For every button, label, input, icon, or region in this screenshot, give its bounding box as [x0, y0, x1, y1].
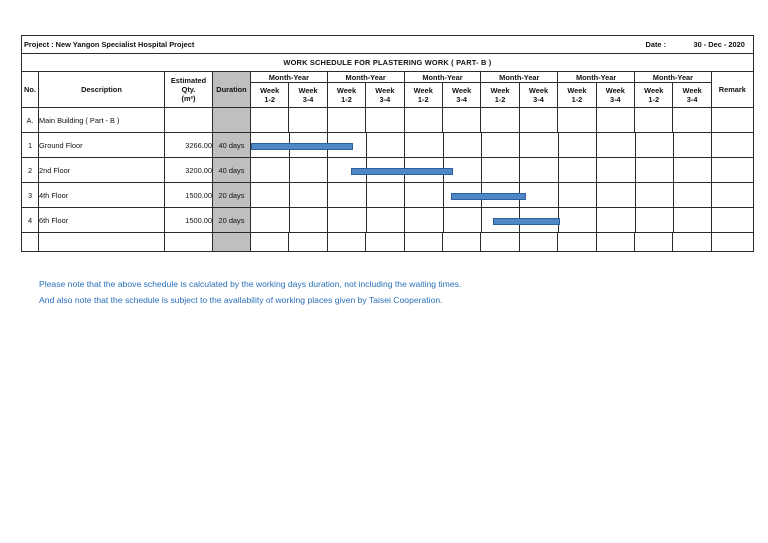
week-gridline — [366, 133, 367, 157]
week-header — [251, 83, 289, 108]
week-cell — [558, 108, 596, 133]
row-qty: 3266.00 — [165, 133, 213, 158]
week-gridline — [635, 183, 636, 207]
week-range: 3-4 — [379, 95, 391, 104]
col-remark: Remark — [711, 72, 753, 108]
week-range: 1-2 — [341, 95, 352, 104]
empty-cell — [39, 233, 165, 252]
week-range: 3-4 — [456, 95, 467, 104]
remark-cell — [711, 208, 753, 233]
week-header — [596, 83, 634, 108]
week-cell — [442, 108, 480, 133]
task-bar — [493, 218, 560, 225]
week-gridline — [673, 133, 674, 157]
week-cell — [327, 108, 365, 133]
week-header — [289, 83, 327, 108]
duration-cell — [213, 233, 251, 252]
table-row — [22, 208, 754, 233]
week-gridline — [519, 158, 520, 182]
section-no: A. — [22, 108, 39, 133]
week-gridline — [481, 133, 482, 157]
week-gridline — [327, 183, 328, 207]
week-gridline — [596, 208, 597, 232]
blank-row — [22, 233, 754, 252]
week-cell — [519, 108, 558, 133]
row-duration: 40 days — [213, 133, 251, 158]
remark-cell — [711, 108, 753, 133]
row-no: 1 — [22, 133, 39, 158]
week-cell — [366, 108, 404, 133]
row-description: 2nd Floor — [39, 158, 165, 183]
week-cell — [481, 233, 519, 252]
qty-cell — [165, 108, 213, 133]
week-gridline — [481, 208, 482, 232]
week-gridline — [558, 133, 559, 157]
week-header — [404, 83, 442, 108]
report-date — [558, 36, 754, 54]
week-range: 3-4 — [686, 95, 698, 104]
col-description: Description — [39, 72, 165, 108]
week-label: Week — [260, 86, 280, 95]
week-label: Week — [375, 86, 395, 95]
week-gridline — [289, 208, 290, 232]
col-no: No. — [22, 72, 39, 108]
table-row — [22, 158, 754, 183]
week-gridline — [481, 158, 482, 182]
date-label: Date : — [645, 40, 667, 49]
week-gridline — [366, 183, 367, 207]
week-cell — [673, 108, 711, 133]
row-qty: 1500.00 — [165, 183, 213, 208]
empty-cell — [165, 233, 213, 252]
week-header — [366, 83, 404, 108]
week-header — [635, 83, 673, 108]
week-gridline — [673, 208, 674, 232]
col-qty-line2: Qty. — [181, 85, 196, 94]
task-bar — [451, 193, 526, 200]
week-gridline — [519, 133, 520, 157]
week-gridline — [289, 183, 290, 207]
date-value: 30 - Dec - 2020 — [693, 40, 745, 49]
week-cell — [289, 108, 327, 133]
week-header — [558, 83, 596, 108]
week-cell — [519, 233, 558, 252]
section-row — [22, 108, 754, 133]
week-label: Week — [644, 86, 664, 95]
week-label: Week — [567, 86, 587, 95]
week-header — [673, 83, 711, 108]
month-header: Month-Year — [635, 72, 712, 83]
week-gridline — [366, 208, 367, 232]
row-no: 4 — [22, 208, 39, 233]
week-cell — [635, 108, 673, 133]
week-gridline — [596, 158, 597, 182]
week-range: 1-2 — [648, 95, 660, 104]
week-label: Week — [298, 86, 318, 95]
row-duration: 40 days — [213, 158, 251, 183]
week-label: Week — [528, 86, 549, 95]
row-qty: 3200.00 — [165, 158, 213, 183]
week-cell — [442, 233, 480, 252]
gantt-area — [251, 208, 712, 233]
schedule-sheet — [21, 35, 753, 252]
row-no: 3 — [22, 183, 39, 208]
week-label: Week — [336, 86, 357, 95]
week-gridline — [289, 158, 290, 182]
row-description: Ground Floor — [39, 133, 165, 158]
week-header — [481, 83, 519, 108]
week-gridline — [404, 133, 405, 157]
col-qty-line3: (m²) — [181, 94, 196, 103]
week-label: Week — [605, 86, 625, 95]
row-description: 4th Floor — [39, 183, 165, 208]
week-cell — [558, 233, 596, 252]
week-cell — [481, 108, 519, 133]
week-cell — [289, 233, 327, 252]
task-bar — [251, 143, 353, 150]
row-qty: 1500.00 — [165, 208, 213, 233]
month-header: Month-Year — [558, 72, 635, 83]
gantt-area — [251, 158, 712, 183]
week-gridline — [635, 208, 636, 232]
remark-cell — [711, 233, 753, 252]
week-label: Week — [490, 86, 510, 95]
row-duration: 20 days — [213, 183, 251, 208]
week-cell — [251, 108, 289, 133]
remark-cell — [711, 158, 753, 183]
week-cell — [596, 108, 634, 133]
month-header: Month-Year — [481, 72, 558, 83]
month-header: Month-Year — [327, 72, 404, 83]
week-gridline — [673, 158, 674, 182]
week-range: 1-2 — [571, 95, 583, 104]
schedule-notes — [39, 278, 461, 310]
week-gridline — [673, 183, 674, 207]
week-cell — [404, 108, 442, 133]
empty-cell — [22, 233, 39, 252]
week-range: 3-4 — [609, 95, 621, 104]
table-row — [22, 133, 754, 158]
row-no: 2 — [22, 158, 39, 183]
week-cell — [673, 233, 711, 252]
week-header — [519, 83, 558, 108]
week-range: 1-2 — [494, 95, 506, 104]
section-description: Main Building ( Part - B ) — [39, 108, 165, 133]
week-gridline — [327, 208, 328, 232]
week-label: Week — [682, 86, 702, 95]
week-gridline — [443, 133, 444, 157]
week-cell — [327, 233, 365, 252]
week-range: 3-4 — [533, 95, 544, 104]
week-gridline — [596, 133, 597, 157]
week-header — [327, 83, 365, 108]
project-name: Project : New Yangon Specialist Hospital Project — [22, 36, 558, 54]
duration-cell — [213, 108, 251, 133]
week-gridline — [404, 183, 405, 207]
week-cell — [596, 233, 634, 252]
week-gridline — [635, 133, 636, 157]
week-header — [442, 83, 480, 108]
month-header: Month-Year — [251, 72, 328, 83]
schedule-title: WORK SCHEDULE FOR PLASTERING WORK ( PART- B ) — [22, 54, 754, 72]
week-gridline — [558, 158, 559, 182]
week-cell — [404, 233, 442, 252]
week-cell — [251, 233, 289, 252]
week-range: 3-4 — [302, 95, 314, 104]
week-gridline — [404, 208, 405, 232]
table-row — [22, 183, 754, 208]
schedule-table — [21, 35, 754, 252]
col-duration: Duration — [213, 72, 251, 108]
task-bar — [351, 168, 453, 175]
week-gridline — [635, 158, 636, 182]
note-line: Please note that the above schedule is calculated by the working days duration, not including the waiting times. — [39, 279, 462, 289]
gantt-area — [251, 133, 712, 158]
week-cell — [635, 233, 673, 252]
row-duration: 20 days — [213, 208, 251, 233]
col-qty-line1: Estimated — [170, 76, 207, 85]
gantt-area — [251, 183, 712, 208]
col-qty — [165, 72, 213, 108]
week-gridline — [327, 158, 328, 182]
week-label: Week — [413, 86, 433, 95]
week-gridline — [443, 183, 444, 207]
remark-cell — [711, 133, 753, 158]
month-header: Month-Year — [404, 72, 481, 83]
week-gridline — [558, 183, 559, 207]
week-gridline — [596, 183, 597, 207]
week-label: Week — [452, 86, 472, 95]
note-line: And also note that the schedule is subject to the availability of working places given by Taisei Cooperation. — [39, 295, 443, 305]
week-cell — [366, 233, 404, 252]
row-description: 6th Floor — [39, 208, 165, 233]
week-gridline — [443, 208, 444, 232]
week-range: 1-2 — [264, 95, 276, 104]
week-range: 1-2 — [417, 95, 429, 104]
remark-cell — [711, 183, 753, 208]
